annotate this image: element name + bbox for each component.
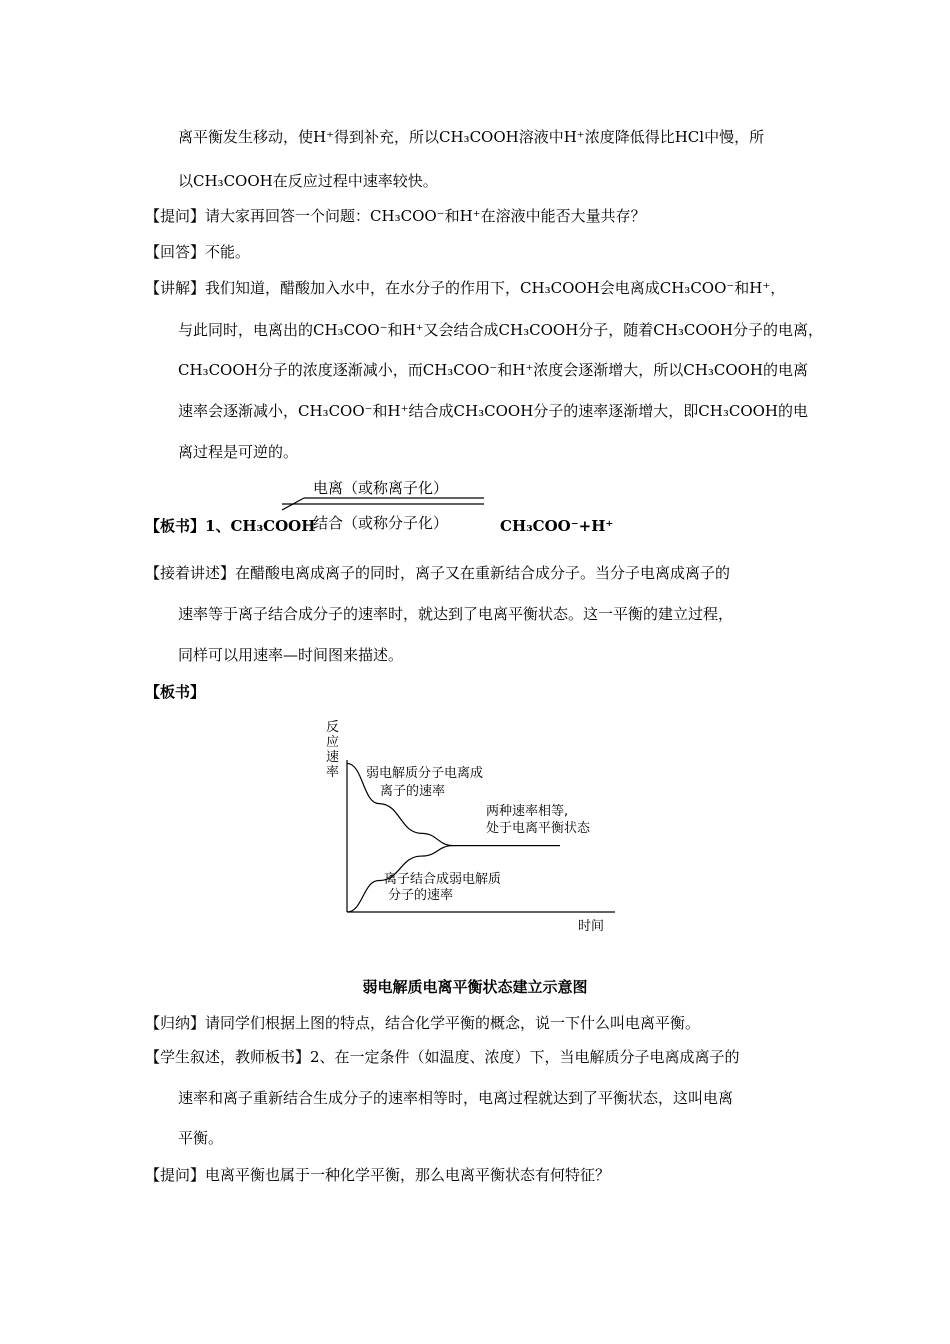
text-content: 请同学们根据上图的特点，结合化学平衡的概念，说一下什么叫电离平衡。: [205, 1014, 701, 1032]
section-tag: 【学生叙述，教师板书】: [145, 1048, 311, 1066]
section-tag: 【回答】: [145, 243, 206, 261]
text-content: 我们知道，醋酸加入水中，在水分子的作用下，CH₃COOH会电离成CH₃COO⁻和H⁺，: [205, 279, 786, 297]
upper-curve-label: 弱电解质分子电离成: [366, 766, 484, 781]
equation-forward-label: 电离（或称离子化）: [313, 479, 449, 497]
equation-left: 1、CH₃COOH: [205, 517, 316, 535]
text-line: 速率会逐渐减小，CH₃COO⁻和H⁺结合成CH₃COOH分子的速率逐渐增大，即CH₃COOH的电: [178, 402, 809, 420]
board-equation: [145, 516, 315, 536]
section-tag: 【板书】: [145, 683, 206, 701]
answer-paragraph: [145, 242, 250, 262]
upper-curve-label: 离子的速率: [380, 784, 446, 799]
chart-caption: 弱电解质电离平衡状态建立示意图: [362, 978, 588, 996]
section-tag: 【提问】: [145, 1166, 206, 1184]
text-line: 离过程是可逆的。: [178, 443, 299, 461]
equilibrium-label: 两种速率相等,: [486, 804, 569, 819]
y-axis-label-char: 反: [326, 720, 340, 735]
text-content: 不能。: [205, 243, 251, 261]
summary-paragraph: [145, 1013, 700, 1033]
text-line: 速率和离子重新结合生成分子的速率相等时，电离过程就达到了平衡状态，这叫电离: [178, 1089, 734, 1107]
section-tag: 【讲解】: [145, 279, 206, 297]
section-tag: 【接着讲述】: [145, 564, 236, 582]
equilibrium-label: 处于电离平衡状态: [486, 821, 591, 836]
text-line: CH₃COOH分子的浓度逐渐减小，而CH₃COO⁻和H⁺浓度会逐渐增大，所以CH₃COOH的电离: [178, 361, 809, 379]
text-content: 电离平衡也属于一种化学平衡，那么电离平衡状态有何特征？: [205, 1166, 611, 1184]
text-line: 平衡。: [178, 1129, 224, 1147]
y-axis-label-char: 率: [326, 765, 340, 780]
lower-curve-label: 分子的速率: [388, 888, 454, 903]
reversible-arrow-icon: [280, 495, 490, 515]
y-axis-label-char: 速: [326, 750, 340, 765]
text-content: 请大家再回答一个问题：CH₃COO⁻和H⁺在溶液中能否大量共存？: [205, 207, 646, 225]
text-line: 以CH₃COOH在反应过程中速率较快。: [178, 172, 438, 190]
section-tag: 【板书】: [145, 517, 206, 535]
rate-time-chart: [320, 715, 620, 940]
x-axis-label: 时间: [578, 919, 605, 934]
text-line: 离平衡发生移动，使H⁺得到补充，所以CH₃COOH溶液中H⁺浓度降低得比HCl中慢，所: [178, 128, 765, 146]
question-paragraph: [145, 1165, 610, 1185]
y-axis-label-char: 应: [326, 735, 340, 750]
definition-paragraph: [145, 1047, 740, 1067]
narration-paragraph: [145, 563, 730, 583]
text-line: 同样可以用速率—时间图来描述。: [178, 646, 404, 664]
text-line: 与此同时，电离出的CH₃COO⁻和H⁺又会结合成CH₃COOH分子，随着CH₃COOH分子的电离，: [178, 321, 824, 339]
text-line: 速率等于离子结合成分子的速率时，就达到了电离平衡状态。这一平衡的建立过程，: [178, 605, 734, 623]
equation-right: CH₃COO⁻+H⁺: [500, 517, 614, 535]
section-tag: 【提问】: [145, 207, 206, 225]
text-content: 2、在一定条件（如温度、浓度）下，当电解质分子电离成离子的: [310, 1048, 740, 1066]
section-tag: 【归纳】: [145, 1014, 206, 1032]
text-content: 在醋酸电离成离子的同时，离子又在重新结合成分子。当分子电离成离子的: [235, 564, 731, 582]
lower-curve-label: 离子结合成弱电解质: [384, 872, 502, 887]
question-paragraph: [145, 206, 646, 226]
equation-reverse-label: 结合（或称分子化）: [313, 514, 449, 532]
explanation-paragraph: [145, 278, 785, 298]
